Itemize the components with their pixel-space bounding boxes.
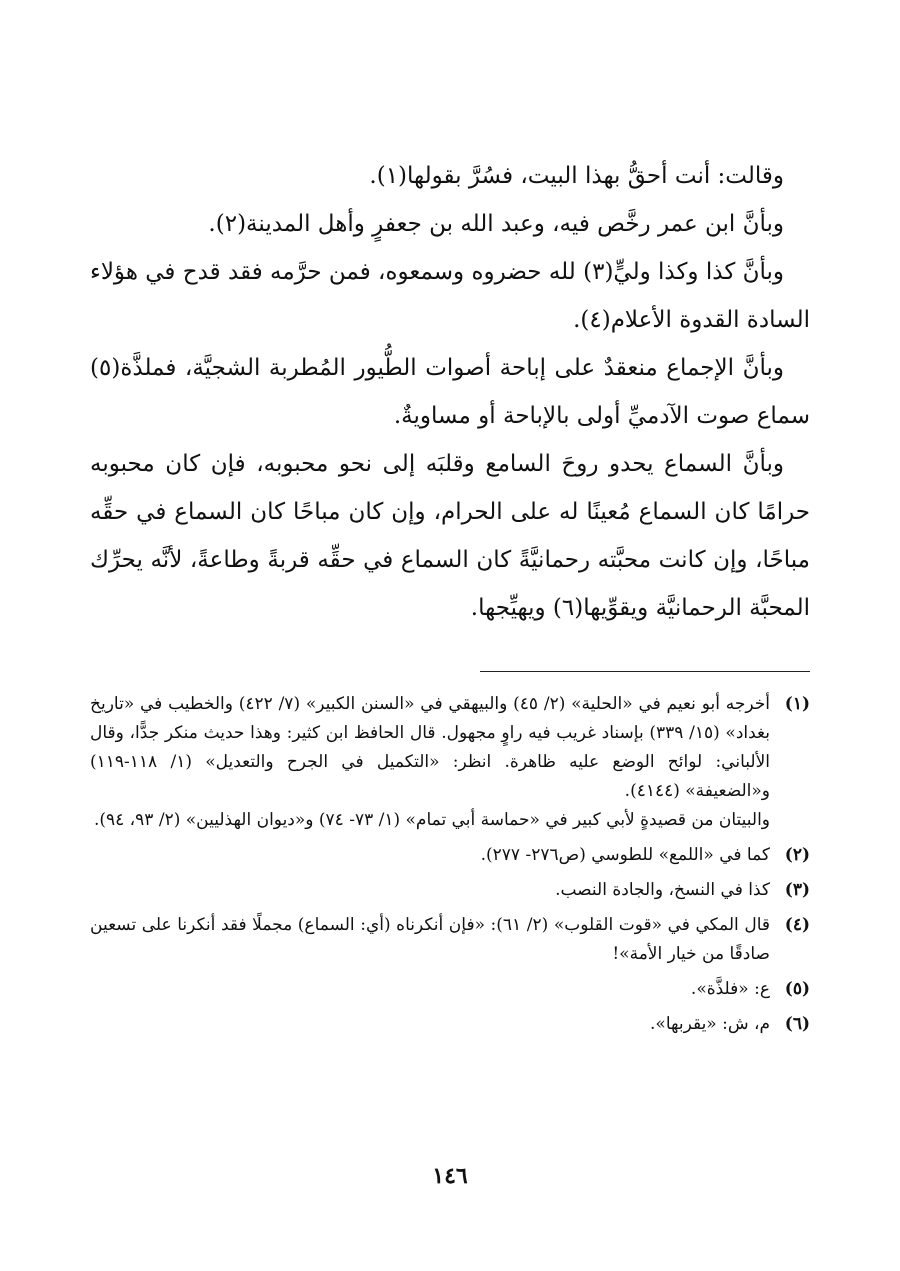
footnote-2	[90, 841, 810, 870]
footnote-text: م، ش: «يقربها».	[650, 1014, 770, 1034]
footnote-number: (٦)	[784, 1014, 810, 1034]
footnote-text: قال المكي في «قوت القلوب» (٢/ ٦١): «فإن أنكرناه (أي: السماع) مجملًا فقد أنكرنا على تسعين صادقًا من خيار الأمة»!	[90, 915, 770, 964]
footnote-5	[90, 975, 810, 1004]
footnote-number: (٤)	[784, 915, 810, 935]
paragraph-5: وبأنَّ السماع يحدو روحَ السامع وقلبَه إلى نحو محبوبه، فإن كان محبوبه حرامًا كان السماع مُعينًا له على الحرام، وإن كان مباحًا كان السماع في حقِّه مباحًا، وإن كانت محبَّته رحمانيَّةً كان السماع في حقِّه قربةً وطاعةً، لأنَّه يحرِّك المحبَّة الرحمانيَّة ويقوِّيها(٦) ويهيِّجها.	[90, 451, 810, 621]
footnote-line: والبيتان من قصيدةٍ لأبي كبير في «حماسة أبي تمام» (١/ ٧٣- ٧٤) و«ديوان الهذليين» (٢/ ٩٣، ٩٤).	[93, 810, 770, 830]
footnote-number: (٢)	[784, 845, 810, 865]
paragraph-1: وقالت: أنت أحقُّ بهذا البيت، فسُرَّ بقولها(١).	[369, 163, 784, 189]
footnote-6	[90, 1010, 810, 1039]
footnote-text: كما في «اللمع» للطوسي (ص٢٧٦- ٢٧٧).	[480, 845, 770, 865]
footnote-text: ع: «فلذَّة».	[690, 979, 770, 999]
page-number: ١٤٦	[432, 1163, 468, 1189]
footnote-number: (١)	[784, 694, 810, 714]
footnote-1	[90, 690, 810, 835]
main-text-block	[90, 152, 810, 632]
paragraph-4: وبأنَّ الإجماع منعقدٌ على إباحة أصوات الطُّيور المُطربة الشجيَّة، فملذَّة(٥) سماع صوت الآدميِّ أولى بالإباحة أو مساويةٌ.	[90, 355, 810, 429]
footnote-3	[90, 876, 810, 905]
footnote-number: (٣)	[784, 880, 810, 900]
footnote-4	[90, 911, 810, 969]
paragraph-2: وبأنَّ ابن عمر رخَّص فيه، وعبد الله بن جعفرٍ وأهل المدينة(٢).	[208, 211, 784, 237]
footnote-text: كذا في النسخ، والجادة النصب.	[555, 880, 770, 900]
footnote-line: أخرجه أبو نعيم في «الحلية» (٢/ ٤٥) والبيهقي في «السنن الكبير» (٧/ ٤٢٢) والخطيب في «تاريخ بغداد» (١٥/ ٣٣٩) بإسناد غريب فيه راوٍ مجهول. قال الحافظ ابن كثير: وهذا حديث منكر جدًّا، وقال الألباني: لوائح الوضع عليه ظاهرة. انظر: «التكميل في الجرح والتعديل» (١/ ١١٨-١١٩) و«الضعيفة» (٤١٤٤).	[90, 694, 770, 801]
footnotes-block	[90, 690, 810, 1045]
paragraph-3: وبأنَّ كذا وكذا وليٍّ(٣) لله حضروه وسمعوه، فمن حرَّمه فقد قدح في هؤلاء السادة القدوة الأعلام(٤).	[90, 259, 810, 333]
footnote-text	[90, 690, 770, 835]
footnote-separator	[480, 671, 810, 672]
footnote-number: (٥)	[784, 979, 810, 999]
